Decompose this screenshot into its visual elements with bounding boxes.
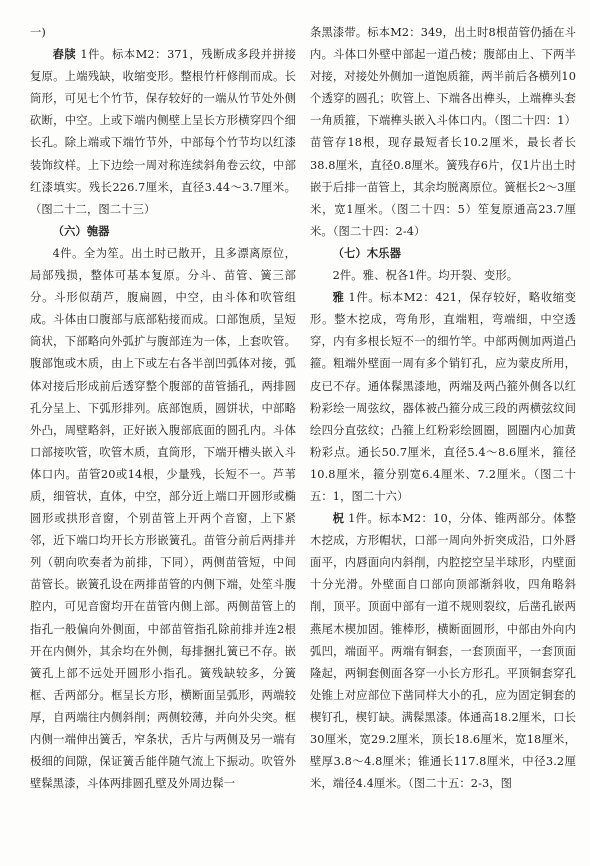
text-zhu: 1件。标本M2：10，分体、锥两部分。体整木挖成，方形帽状，口部一周向外折突成沿，口外唇面平，内唇面向内斜削，内腔挖空呈半球形，内壁面十分光滑。外壁面自口部向顶部渐斜收，四角略斜削，顶平。顶面中部有一道不规则裂纹，后凿孔嵌两燕尾木楔加固。锥棒形，横断面圆形，中部由外向内弧凹，端面平。两端有铜套，一套顶面平，一套顶面隆起，两铜套侧面各穿一小长方形孔。平顶铜套穿孔处锥上对应部位下凿同样大小的孔，应为固定铜套的楔钉孔，楔钉缺。满髹黑漆。体通高18.2厘米，口长30厘米，宽29.2厘米，顶长18.6厘米，宽18厘米，壁厚3.8～4.8厘米；锥通长117.8厘米，中径3.2厘米，端径4.4厘米。（图二十五：2-3，图 [310,512,577,791]
paragraph-chunzhuang [30,44,296,221]
two-column-body [30,22,576,795]
section-heading-pao: （六）匏器 [52,224,110,238]
term-chunzhuang: 舂牍 [52,48,77,62]
text-ya: 1件。标本M2：421，保存较好，略收缩变形。整木挖成，弯角形，直端粗，弯端细，中空透穿，内有多根长短不一的细竹竿。中部两侧加两道凸箍。粗端外壁面一周有多个销钉孔，应为蒙皮所用，皮已不存。通体髹黑漆地，两端及两凸箍外侧各以红粉彩绘一周弦纹，器体被凸箍分成三段的两横弦纹间绘四分直弦纹；凸箍上红粉彩绘圆圈，圆圈内心加黄粉彩点。通长50.7厘米，直径5.4～8.6厘米，箍径10.8厘米，箍分别宽6.4厘米、7.2厘米。（图二十五：1，图二十六） [310,291,576,503]
paragraph-zhu [310,508,576,795]
continuation-text: 一) [30,26,46,39]
paragraph-ya [310,287,576,508]
paragraph-pao-continued: 条黑漆带。标本M2：349，出土时8根苗管仍插在斗内。斗体口外壁中部起一道凸棱；腹部由上、下两半对接，对接处外侧加一道饱质箍，两半前后各横列10个透穿的圆孔；吹管上、下端各出榫头，上端榫头套一角质箍，下端榫头嵌入斗体口内。（图二十四：1）苗管存18根，现存最短者长10.2厘米，最长者长38.8厘米，直径0.8厘米。簧残存6片，仅1片出土时嵌于后排一苗管上，其余均脱离原位。簧框长2～3厘米，宽1厘米。（图二十四：5）笙复原通高23.7厘米。（图二十四：2-4） [310,26,576,238]
left-column [30,22,296,795]
term-ya: 雅 [332,291,345,305]
term-zhu: 柷 [332,512,345,526]
right-column [310,22,576,795]
text-chunzhuang: 1件。标本M2：371，残断成多段并拼接复原。上端残缺，收缩变形。整根竹杆修削而成。长筒形，可见七个竹节，保存较好的一端从竹节处外侧砍断，中空。上或下端内侧壁上呈长方形横穿四个细长孔。除上端或下端竹节外，中部每个竹节均以红漆装饰纹样。上下边绘一周对称连续斜角卷云纹，中部红漆填实。残长226.7厘米，直径3.44～3.7厘米。（图二十二，图二十三） [30,48,296,216]
section-heading-muyueqi: （七）木乐器 [332,246,401,260]
paragraph-pao: 4件。全为笙。出土时已散开，且多漂离原位，局部残损，整体可基本复原。分斗、苗管、簧三部分。斗形似葫芦，腹扁圆，中空，由斗体和吹管组成。斗体由口腹部与底部粘接而成。口部饱质，呈短筒状，下部略向外弧扩与腹部连为一体，上套吹管。腹部饱或木质，由上下或左右各半剖凹弧体对接，弧体对接后形成前后透穿整个腹部的苗管插孔，两排圆孔分呈上、下弧形排列。底部饱质，圆饼状，中部略外凸，周壁略斜，正好嵌入腹部底面的圆孔内。斗体口部接吹管，吹管木质，直筒形，下端开槽头嵌入斗体口内。苗管20或14根，少量残，长短不一。芦苇质，细管状，直体，中空，部分近上端口开圆形或椭圆形或拱形音窗，个别苗管上开两个音窗，上下紧邻，近下端口均开长方形嵌簧孔。苗管分前后两排并列（朝向吹奏者为前排，下同），两侧苗管短，中间苗管长。嵌簧孔设在两排苗管的内侧下端，处笙斗腹腔内，可见音窗均开在苗管内侧上部。两侧苗管上的指孔一般偏向外侧面，中部苗管指孔除前排并连2根开在内侧外，其余均在外侧，每排捆扎簧已不存。嵌簧孔上部不远处开圆形小指孔。簧残缺较多，分簧框、舌两部分。框呈长方形，横断面呈弧形，两端较厚，自两端往内侧斜削；两侧较薄，并向外尖突。框内侧一端伸出簧舌，窄条状，舌片与两侧及另一端有极细的间隙，保证簧舌能伴随气流上下振动。吹管外壁髹黑漆，斗体两排圆孔壁及外周边髹一 [30,246,296,791]
paragraph-muyueqi: 2件。雅、柷各1件。均开裂、变形。 [332,269,519,283]
